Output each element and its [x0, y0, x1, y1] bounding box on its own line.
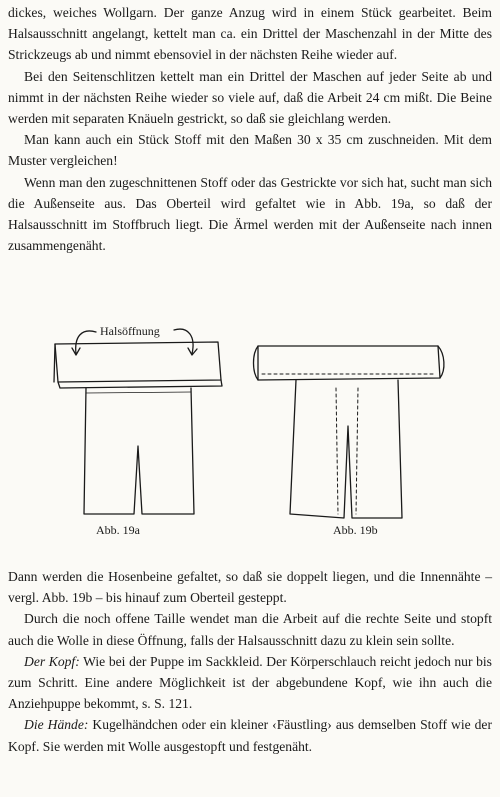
- paragraph-2: Bei den Seitenschlitzen kettelt man ein Drittel der Maschen auf jeder Seite ab und nimmt in der nächsten Reihe wieder so viele auf, daß die Arbeit 24 cm mißt. Die Beine werden mit separaten Knäueln gestrickt, so daß sie gleichlang werden.: [8, 68, 492, 127]
- paragraph-1: dickes, weiches Wollgarn. Der ganze Anzug wird in einem Stück gearbeitet. Beim Halsausschnitt angelangt, kettelt man ca. ein Drittel der Maschenzahl in der Mitte des Strickzeugs ab und nimmt ebensoviel in der nächsten Reihe wieder auf.: [8, 5, 492, 63]
- paragraph-6-text: Durch die noch offene Taille wendet man die Arbeit auf die rechte Seite und stopft auch die Wolle in diese Öffnung, falls der Halsausschnitt dazu zu klein sein sollte.: [8, 611, 492, 648]
- paragraph-5: [8, 566, 492, 608]
- paragraph-3: Man kann auch ein Stück Stoff mit den Maßen 30 x 35 cm zuschneiden. Mit dem Muster vergleichen!: [8, 132, 492, 169]
- caption-19a: Abb. 19a: [96, 523, 140, 537]
- haende-lead: Die Hände:: [24, 717, 89, 733]
- paragraph-4: Wenn man den zugeschnittenen Stoff oder das Gestrickte vor sich hat, sucht man sich die Außenseite aus. Das Oberteil wird gefaltet wie in Abb. 19a, so daß der Halsausschnitt im Stoffbruch liegt. Die Ärmel werden mit der Außenseite nach innen zusammengenäht.: [8, 174, 492, 254]
- figure-19: [0, 318, 500, 548]
- top-text-block: [8, 2, 492, 256]
- paragraph-haende: [8, 714, 492, 756]
- paragraph-kopf: [8, 651, 492, 715]
- haende-text: Kugelhändchen oder ein kleiner ‹Fäustling› aus demselben Stoff wie der Kopf. Sie werden mit Wolle ausgestopft und festgenäht.: [8, 717, 492, 754]
- bottom-text-block: [8, 566, 492, 757]
- figure-19b-drawing: [254, 346, 444, 518]
- figure-19-drawing: [0, 318, 500, 548]
- neck-opening-label: Halsöffnung: [100, 324, 160, 338]
- paragraph-5-text: Dann werden die Hosenbeine gefaltet, so daß sie doppelt liegen, und die Innennähte – vergl. Abb. 19b – bis hinauf zum Oberteil gesteppt.: [8, 569, 492, 606]
- caption-19b: Abb. 19b: [333, 523, 378, 537]
- paragraph-6: [8, 608, 492, 650]
- figure-19a-drawing: [54, 329, 222, 514]
- kopf-lead: Der Kopf:: [24, 653, 80, 669]
- kopf-text: Wie bei der Puppe im Sackkleid. Der Körperschlauch reicht jedoch nur bis zum Schritt. Eine andere Möglichkeit ist der abgebundene Kopf, wie ihn auch die Anziehpuppe bekommt, s. S. 121.: [8, 653, 492, 712]
